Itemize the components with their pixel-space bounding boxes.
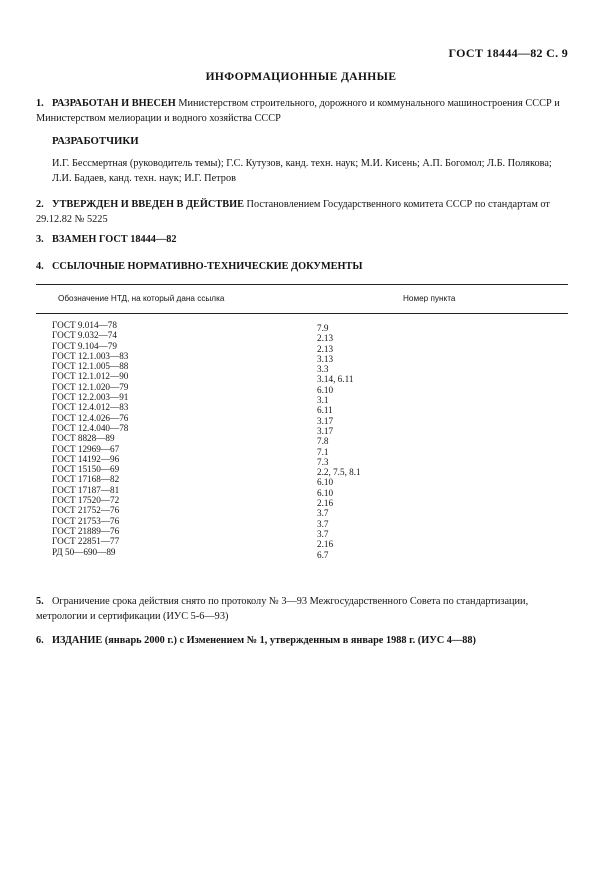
- table-row-item: 7.9: [317, 323, 329, 333]
- table-row-doc: ГОСТ 9.014—78: [52, 320, 117, 330]
- table-row-item: 3.17: [317, 425, 334, 436]
- table-row-doc: ГОСТ 12.1.003—83: [52, 350, 129, 361]
- section-4-number: 4.: [36, 261, 44, 272]
- table-row-item: 7.1: [317, 446, 329, 457]
- table-header-rule: [36, 313, 568, 314]
- table-row-item: 3.13: [317, 353, 334, 364]
- table-row-doc: ГОСТ 12.4.026—76: [52, 412, 129, 423]
- table-row-item: 6.11: [317, 405, 333, 416]
- section-3-number: 3.: [36, 234, 44, 245]
- table-row-item: 2.13: [317, 333, 334, 344]
- table-row-doc: ГОСТ 12.1.012—90: [52, 371, 129, 382]
- section-1-lead: РАЗРАБОТАН И ВНЕСЕН: [52, 98, 176, 109]
- table-col2-header: Номер пункта: [403, 294, 456, 303]
- section-1: [36, 96, 568, 126]
- section-5-number: 5.: [36, 596, 44, 607]
- table-row-item: 6.10: [317, 384, 334, 395]
- table-row-doc: ГОСТ 21753—76: [52, 515, 120, 526]
- table-item-column: [317, 323, 361, 560]
- section-6-text: ИЗДАНИЕ (январь 2000 г.) с Изменением № 1, утвержденным в январе 1988 г. (ИУС 4—88): [52, 635, 476, 646]
- table-row-item: 2.13: [317, 343, 334, 354]
- table-row-item: 3.7: [317, 508, 329, 519]
- table-doc-column: [52, 320, 128, 557]
- section-6: [36, 633, 568, 648]
- document-title: ИНФОРМАЦИОННЫЕ ДАННЫЕ: [205, 71, 397, 83]
- table-row-item: 3.14, 6.11: [317, 374, 354, 385]
- table-row-doc: ГОСТ 22851—77: [52, 536, 120, 547]
- table-row-item: 2.2, 7.5, 8.1: [317, 467, 361, 478]
- table-row-doc: ГОСТ 12.1.020—79: [52, 381, 129, 392]
- table-row-doc: ГОСТ 12969—67: [52, 443, 120, 454]
- table-col1-header: Обозначение НТД, на который дана ссылка: [58, 294, 225, 303]
- section-1-number: 1.: [36, 98, 44, 109]
- table-row-doc: ГОСТ 9.104—79: [52, 340, 117, 351]
- section-6-number: 6.: [36, 635, 44, 646]
- section-4: [36, 259, 568, 274]
- table-row-item: 3.7: [317, 528, 329, 539]
- section-5-text: Ограничение срока действия снято по протоколу № 3—93 Межгосударственного Совета по стандартизации, метрологии и сертификации (ИУС 5-6—93): [36, 596, 529, 622]
- table-top-rule: [36, 284, 568, 285]
- table-row-item: 2.16: [317, 539, 334, 550]
- table-row-doc: ГОСТ 17168—82: [52, 474, 120, 485]
- table-row-item: 2.16: [317, 498, 334, 509]
- table-row-doc: ГОСТ 15150—69: [52, 464, 120, 475]
- table-row-doc: ГОСТ 21889—76: [52, 525, 120, 536]
- section-2-lead: УТВЕРЖДЕН И ВВЕДЕН В ДЕЙСТВИЕ: [52, 199, 244, 210]
- section-4-lead: ССЫЛОЧНЫЕ НОРМАТИВНО-ТЕХНИЧЕСКИЕ ДОКУМЕНТЫ: [52, 261, 363, 272]
- table-row-item: 7.3: [317, 456, 329, 467]
- developers-heading: РАЗРАБОТЧИКИ: [52, 135, 139, 147]
- table-row-doc: ГОСТ 17187—81: [52, 484, 120, 495]
- table-row-item: 6.7: [317, 549, 329, 560]
- table-row-item: 3.3: [317, 364, 329, 375]
- page-header: ГОСТ 18444—82 С. 9: [448, 46, 568, 60]
- table-row-item: 3.1: [317, 395, 329, 406]
- table-row-item: 3.17: [317, 415, 334, 426]
- table-row-doc: ГОСТ 12.1.005—88: [52, 361, 129, 372]
- table-row-doc: ГОСТ 17520—72: [52, 495, 120, 506]
- table-row-doc: ГОСТ 21752—76: [52, 505, 120, 516]
- table-row-item: 3.7: [317, 518, 329, 529]
- section-2-text: Постановлением Государственного комитета СССР по стандартам от 29.12.82 № 5225: [36, 199, 550, 225]
- table-row-item: 7.8: [317, 436, 329, 447]
- table-row-item: 6.10: [317, 487, 334, 498]
- section-3-lead: ВЗАМЕН ГОСТ 18444—82: [52, 234, 177, 245]
- section-3: [36, 232, 568, 247]
- table-row-doc: ГОСТ 14192—96: [52, 453, 120, 464]
- section-2-number: 2.: [36, 199, 44, 210]
- section-2: [36, 197, 568, 227]
- section-5: [36, 594, 568, 624]
- developers-text: И.Г. Бессмертная (руководитель темы); Г.С. Кутузов, канд. техн. наук; М.И. Кисень; А.П. Богомол; Л.Б. Полякова; Л.И. Бадаев, канд. техн. наук; И.Г. Петров: [52, 158, 552, 184]
- table-row-doc: ГОСТ 9.032—74: [52, 330, 117, 341]
- section-1-text: Министерством строительного, дорожного и коммунального машиностроения СССР и Министерством мелиорации и водного хозяйства СССР: [36, 98, 560, 124]
- table-row-item: 6.10: [317, 477, 334, 488]
- table-row-doc: ГОСТ 12.4.040—78: [52, 422, 129, 433]
- table-row-doc: РД 50—690—89: [52, 546, 116, 557]
- table-row-doc: ГОСТ 12.2.003—91: [52, 392, 129, 403]
- table-row-doc: ГОСТ 8828—89: [52, 433, 115, 444]
- table-row-doc: ГОСТ 12.4.012—83: [52, 402, 129, 413]
